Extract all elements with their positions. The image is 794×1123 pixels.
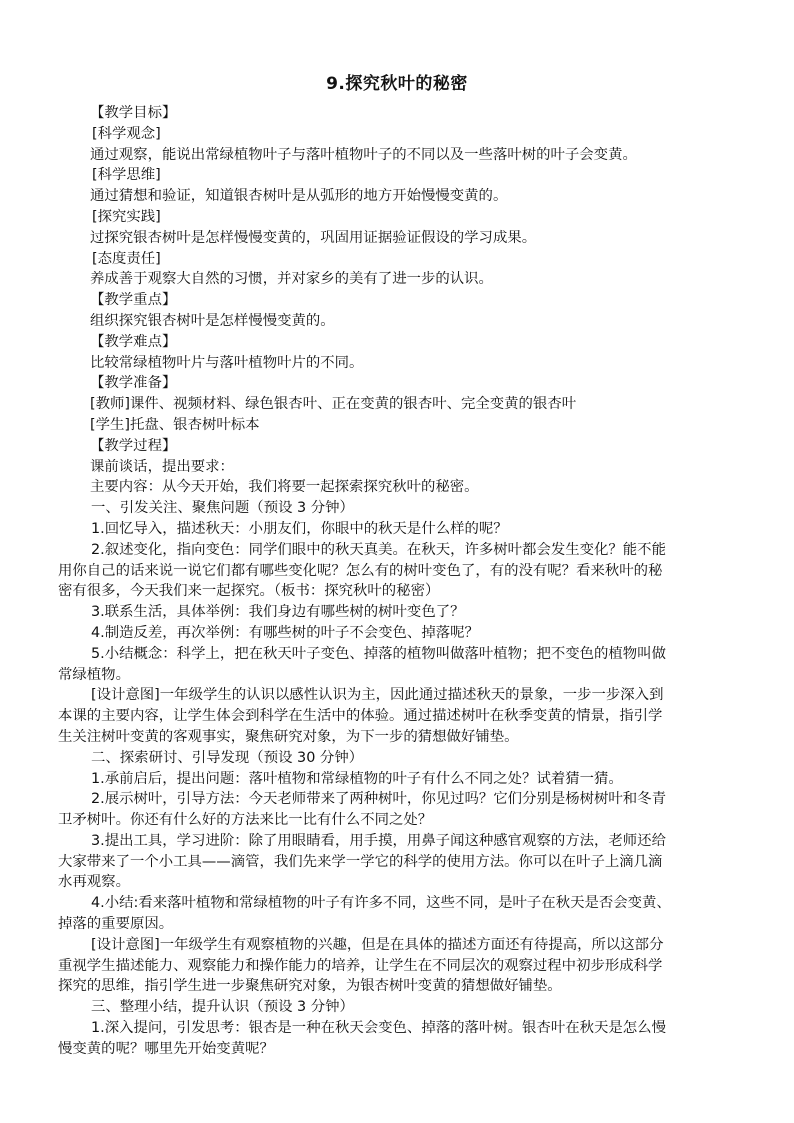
step-2-4-line1: 4.小结:看来落叶植物和常绿植物的叶子有许多不同，这些不同，是叶子在秋天是否会变黄、: [91, 895, 671, 912]
paragraph-attitude: 养成善于观察大自然的习惯，并对家乡的美有了进一步的认识。: [90, 271, 493, 288]
step-2-1: 1.承前启后，提出问题：落叶植物和常绿植物的叶子有什么不同之处？试着猜一猜。: [91, 770, 623, 787]
section-heading-process: 【教学过程】: [90, 437, 177, 454]
section-heading-difficulty: 【教学难点】: [90, 333, 177, 350]
document-title: 9.探究秋叶的秘密: [326, 74, 468, 94]
section-heading-objectives: 【教学目标】: [90, 105, 177, 121]
step-1-5-line1: 5.小结概念：科学上，把在秋天叶子变色、掉落的植物叫做落叶植物；把不变色的植物叫做: [91, 645, 666, 662]
step-3-1-line1: 1.深入提问，引发思考：银杏是一种在秋天会变色、掉落的落叶树。银杏叶在秋天是怎么慢: [91, 1020, 666, 1037]
step-1-4: 4.制造反差，再次举例：有哪些树的叶子不会变色、掉落呢？: [91, 624, 479, 641]
subheading-attitude: [态度责任]: [92, 250, 161, 267]
paragraph-intro-1: 课前谈话，提出要求：: [90, 458, 234, 475]
step-1-1: 1.回忆导入，描述秋天：小朋友们，你眼中的秋天是什么样的呢？: [91, 520, 508, 537]
paragraph-difficulty: 比较常绿植物叶片与落叶植物叶片的不同。: [90, 354, 364, 371]
step-1-3: 3.联系生活，具体举例：我们身边有哪些树的树叶变色了？: [91, 604, 465, 621]
paragraph-science-concept: 通过观察，能说出常绿植物叶子与落叶植物叶子的不同以及一些落叶树的叶子会变黄。: [90, 146, 637, 163]
part1-title: 一、引发关注、聚焦问题（预设 3 分钟）: [91, 500, 354, 517]
paragraph-student-prep: [学生]托盘、银杏树叶标本: [90, 416, 260, 433]
step-1-2-line3: 密有很多，今天我们来一起探究。（板书：探究秋叶的秘密）: [58, 583, 440, 600]
document-body: [58, 103, 730, 1060]
design-intent-2-line1: [设计意图]一年级学生有观察植物的兴趣，但是在具体的描述方面还有待提高，所以这部分: [91, 936, 664, 953]
subheading-science-concept: [科学观念]: [92, 125, 161, 142]
step-2-3-line2: 大家带来了一个小工具——滴管，我们先来学一学它的科学的使用方法。你可以在叶子上滴几滴: [58, 853, 663, 870]
subheading-science-thinking: [科学思维]: [92, 167, 161, 184]
paragraph-inquiry-practice: 过探究银杏树叶是怎样慢慢变黄的，巩固用证据验证假设的学习成果。: [90, 229, 537, 246]
subheading-inquiry-practice: [探究实践]: [92, 208, 161, 225]
paragraph-science-thinking: 通过猜想和验证，知道银杏树叶是从弧形的地方开始慢慢变黄的。: [90, 188, 508, 205]
step-3-1-line2: 慢变黄的呢？哪里先开始变黄呢？: [58, 1040, 274, 1057]
paragraph-key-point: 组织探究银杏树叶是怎样慢慢变黄的。: [90, 312, 335, 329]
paragraph-intro-2: 主要内容：从今天开始，我们将要一起探索探究秋叶的秘密。: [90, 479, 479, 496]
step-1-2-line1: 2.叙述变化，指向变色：同学们眼中的秋天真美。在秋天，许多树叶都会发生变化？能不能: [91, 541, 666, 558]
paragraph-teacher-prep: [教师]课件、视频材料、绿色银杏叶、正在变黄的银杏叶、完全变黄的银杏叶: [90, 396, 577, 413]
step-1-5-line2: 常绿植物。: [58, 666, 130, 683]
step-2-3-line3: 水再观察。: [58, 874, 130, 891]
part3-title: 三、整理小结，提升认识（预设 3 分钟）: [91, 999, 354, 1016]
step-1-2-line2: 用你自己的话来说一说它们都有哪些变化呢？怎么有的树叶变色了，有的没有呢？看来秋叶的秘: [58, 562, 663, 579]
step-2-2-line1: 2.展示树叶，引导方法：今天老师带来了两种树叶，你见过吗？它们分别是杨树树叶和冬青: [91, 791, 666, 808]
design-intent-2-line3: 探究的思维，指引学生进一步聚焦研究对象，为银杏树叶变黄的猜想做好铺垫。: [58, 978, 562, 995]
design-intent-1-line2: 本课的主要内容，让学生体会到科学在生活中的体验。通过描述树叶在秋季变黄的情景，指引学: [58, 708, 663, 725]
design-intent-1-line3: 生关注树叶变黄的客观事实，聚焦研究对象，为下一步的猜想做好铺垫。: [58, 728, 519, 745]
step-2-3-line1: 3.提出工具，学习进阶：除了用眼睛看，用手摸，用鼻子闻这种感官观察的方法，老师还给: [91, 832, 666, 849]
step-2-2-line2: 卫矛树叶。你还有什么好的方法来比一比有什么不同之处？: [58, 812, 433, 829]
section-heading-key-point: 【教学重点】: [90, 292, 177, 309]
design-intent-1-line1: [设计意图]一年级学生的认识以感性认识为主，因此通过描述秋天的景象，一步一步深入到: [91, 687, 664, 704]
design-intent-2-line2: 重视学生描述能力、观察能力和操作能力的培养，让学生在不同层次的观察过程中初步形成科学: [58, 957, 663, 974]
part2-title: 二、探索研讨、引导发现（预设 30 分钟）: [91, 749, 364, 766]
section-heading-preparation: 【教学准备】: [90, 375, 177, 392]
step-2-4-line2: 掉落的重要原因。: [58, 916, 174, 933]
